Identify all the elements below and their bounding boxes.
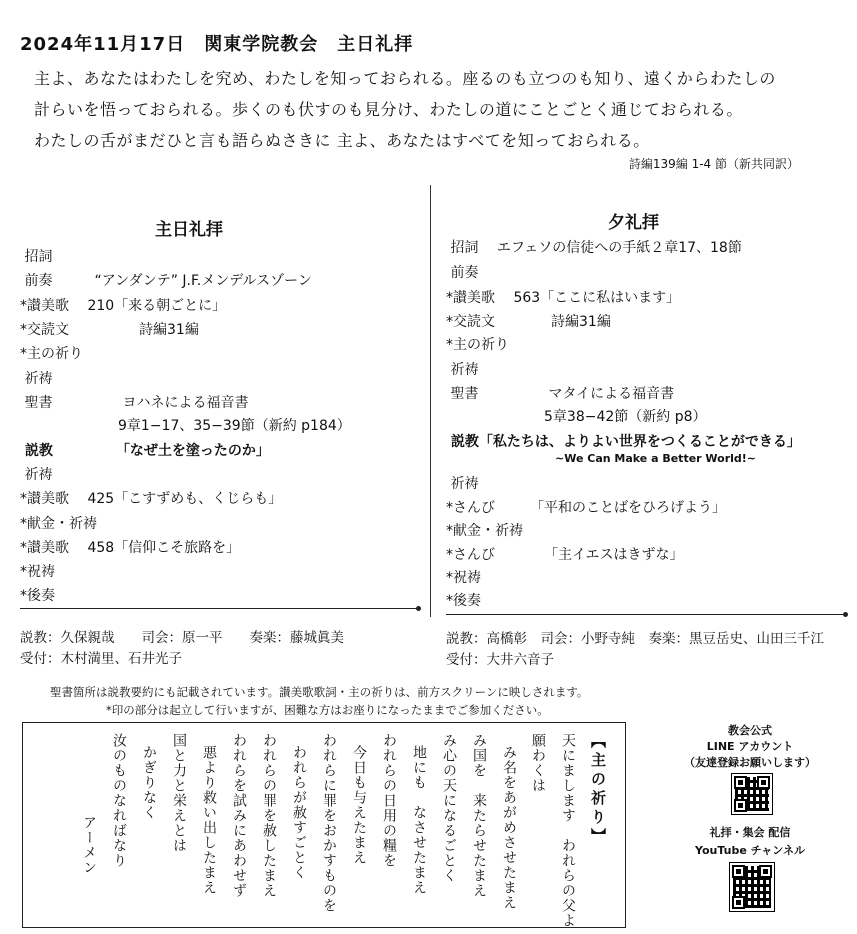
order-item: *讃美歌 210「来る朝ごとに」 — [20, 298, 227, 314]
prayer-line: かぎりなく — [141, 745, 157, 820]
note-standing: *印の部分は起立して行いますが、困難な方はお座りになったままでご参加ください。 — [106, 703, 549, 717]
order-item: *後奏 — [20, 588, 55, 604]
prayer-line: 地にも なさせたまえ — [411, 745, 427, 895]
prayer-line: 汝のものなればなり — [111, 733, 127, 868]
order-item: *さんび 「平和のことばをひろげよう」 — [446, 500, 726, 516]
order-item: 5章38−42節（新約 p8） — [446, 409, 707, 425]
order-item: *さんび 「主イエスはきずな」 — [446, 547, 684, 563]
rule-end-dot — [416, 606, 421, 611]
morning-service-title: 主日礼拝 — [155, 220, 223, 240]
order-item: *献金・祈祷 — [446, 523, 523, 539]
prayer-line: われらの罪を赦したまえ — [261, 733, 277, 898]
order-item: *祝祷 — [446, 570, 481, 586]
evening-divider-rule — [446, 614, 844, 615]
column-divider — [430, 185, 431, 617]
psalm-line: 計らいを悟っておられる。歩くのも伏すのも見分け、わたしの道にことごとく通じておられる。 — [34, 100, 743, 119]
prayer-line: われらを試みにあわせず — [231, 733, 247, 898]
order-item: *交読文 詩編31編 — [20, 322, 199, 338]
order-item: 招詞 エフェソの信徒への手紙２章17、18節 — [446, 240, 742, 256]
note-scripture-screen: 聖書箇所は説教要約にも記載されています。讃美歌歌詞・主の祈りは、前方スクリーンに映しされます。 — [50, 685, 589, 699]
order-item: *主の祈り — [446, 337, 509, 353]
psalm-line: 主よ、あなたはわたしを究め、わたしを知っておられる。座るのも立つのも知り、遠くからわたしの — [34, 69, 776, 88]
line-account-label: （友達登録お願いします） — [684, 756, 816, 769]
order-item: 祈祷 — [20, 371, 53, 387]
evening-reception: 受付：大井六音子 — [446, 652, 554, 668]
order-item: 祈祷 — [446, 362, 479, 378]
evening-service-title: 夕礼拝 — [608, 213, 659, 233]
order-item: *讃美歌 458「信仰こそ旅路を」 — [20, 540, 241, 556]
prayer-line: われらに罪をおかすものを — [321, 733, 337, 913]
order-item: *交読文 詩編31編 — [446, 314, 611, 330]
order-item: 祈祷 — [446, 476, 479, 492]
morning-staff: 説教：久保親哉 司会：原一平 奏楽：藤城眞美 — [20, 630, 344, 646]
prayer-line: み国を 来たらせたまえ — [471, 733, 487, 898]
psalm-citation: 詩編139編 1-4 節（新共同訳） — [628, 157, 799, 171]
order-item: *主の祈り — [20, 346, 83, 362]
order-item: 聖書 ヨハネによる福音書 — [20, 395, 249, 411]
order-item: *後奏 — [446, 593, 481, 609]
prayer-line: 願わくは — [530, 733, 546, 793]
youtube-label: YouTube チャンネル — [695, 844, 805, 857]
psalm-line: わたしの舌がまだひと言も語らぬさきに 主よ、あなたはすべてを知っておられる。 — [34, 131, 650, 150]
youtube-qr-code-icon[interactable] — [729, 862, 775, 912]
order-item: 前奏 — [446, 265, 479, 281]
prayer-line: 今日も与えたまえ — [351, 745, 367, 865]
lords-prayer-box — [22, 722, 626, 928]
prayer-line: 悪より救い出したまえ — [201, 745, 217, 895]
evening-staff: 説教：高橋彰 司会：小野寺純 奏楽：黒豆岳史、山田三千江 — [446, 631, 824, 647]
order-item: 前奏 “アンダンテ” J.F.メンデルスゾーン — [20, 273, 312, 289]
order-item: 9章1−17、35−39節（新約 p184） — [20, 418, 351, 434]
lords-prayer-title: 【主の祈り】 — [589, 733, 607, 847]
order-item: *献金・祈祷 — [20, 516, 97, 532]
bulletin-title: 2024年11月17日 関東学院教会 主日礼拝 — [20, 34, 414, 55]
prayer-line: われらの日用の糧を — [381, 733, 397, 868]
line-account-label: LINE アカウント — [706, 740, 794, 753]
morning-reception: 受付：木村満里、石井光子 — [20, 651, 182, 667]
rule-end-dot — [843, 612, 848, 617]
order-item: 招詞 — [20, 249, 53, 265]
sermon-title: 説教「私たちは、よりよい世界をつくることができる」 — [446, 434, 801, 450]
prayer-line: 天にまします われらの父よ — [560, 733, 576, 928]
order-item: *讃美歌 563「ここに私はいます」 — [446, 290, 681, 306]
line-account-label: 教会公式 — [728, 724, 772, 737]
order-item: *讃美歌 425「こすずめも、くじらも」 — [20, 491, 283, 507]
order-item: *祝祷 — [20, 564, 55, 580]
order-item: 聖書 マタイによる福音書 — [446, 386, 675, 402]
morning-divider-rule — [20, 608, 420, 609]
prayer-line: アーメン — [81, 815, 97, 875]
prayer-line: 国と力と栄えとは — [171, 733, 187, 853]
order-item: 祈祷 — [20, 467, 53, 483]
prayer-line: み心の天になるごとく — [441, 733, 457, 883]
prayer-line: み名をあがめさせたまえ — [501, 745, 517, 910]
youtube-label: 礼拝・集会 配信 — [709, 826, 791, 839]
sermon-title: 説教 「なぜ土を塗ったのか」 — [20, 443, 270, 459]
prayer-line: われらが赦すごとく — [291, 745, 307, 880]
line-qr-code-icon[interactable] — [731, 773, 773, 815]
sermon-subtitle: ~We Can Make a Better World!~ — [555, 452, 757, 465]
